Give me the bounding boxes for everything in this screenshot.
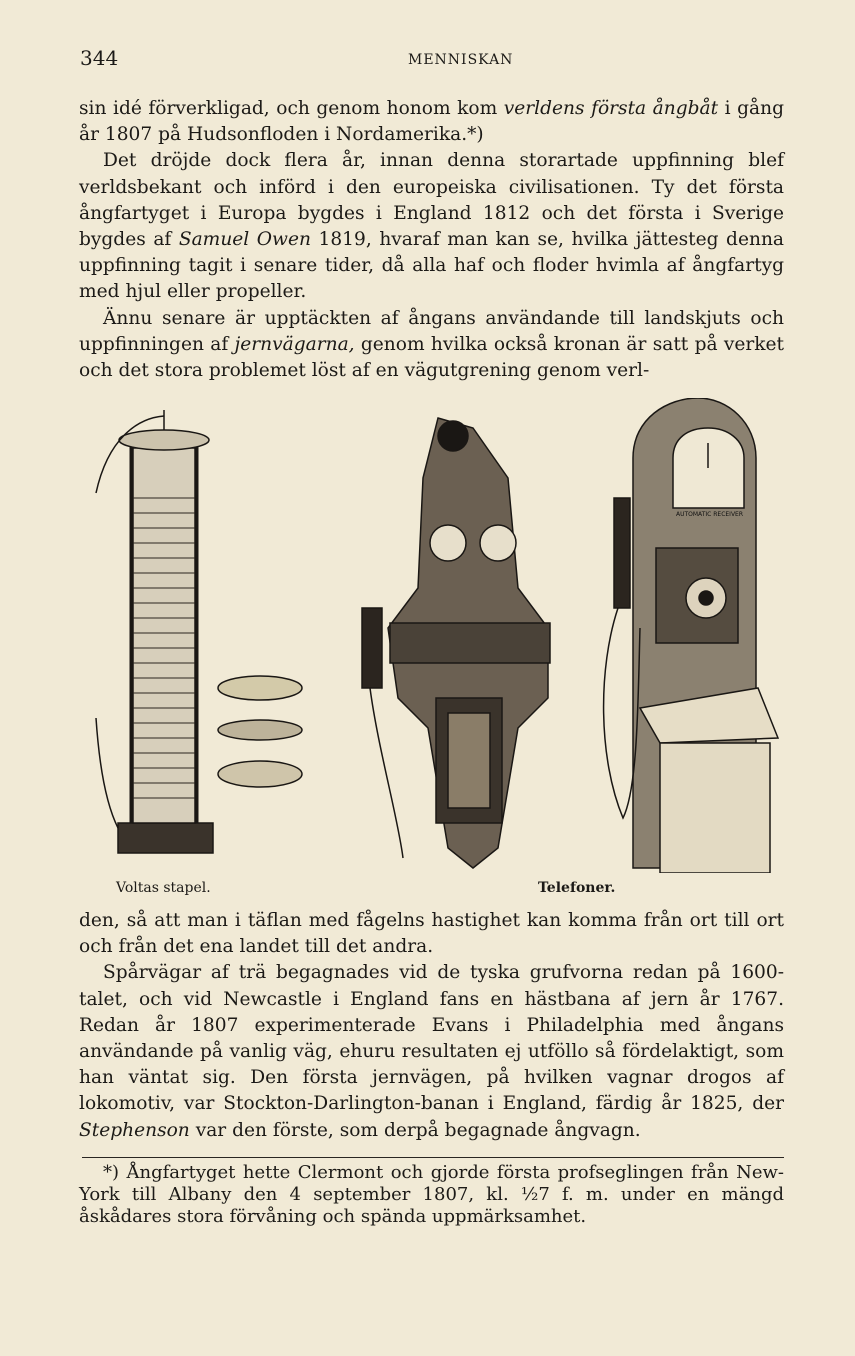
body-text-bottom bbox=[79, 908, 784, 1144]
running-title: MENNISKAN bbox=[408, 52, 514, 68]
svg-text:AUTOMATIC RECEIVER: AUTOMATIC RECEIVER bbox=[676, 511, 744, 518]
caption-telefoner: Telefoner. bbox=[538, 880, 616, 896]
body-text-top bbox=[79, 96, 784, 384]
footnote: *) Ångfartyget hette Clermont och gjorde första profseglingen från New-York till Albany den 4 september 1807, kl. ½7 f. m. under en mängd åskådares stora förvåning och spända uppmärksamhet. bbox=[79, 1162, 784, 1227]
voltaic-pile bbox=[96, 410, 302, 853]
illustration bbox=[78, 398, 783, 873]
page-number: 344 bbox=[80, 46, 119, 70]
paragraph-3: Ännu senare är upptäckten af ångans användande till landskjuts och uppfinningen af jernvägarna, genom hvilka också kronan är satt på verket och det stora problemet löst af en vägutgrening genom verl- bbox=[79, 307, 784, 382]
paragraph-2: Det dröjde dock flera år, innan denna storartade uppfinning blef verldsbekant och införd i den europeiska civilisationen. Ty det första ångfartyget i Europa bygdes i England 1812 och det första i Sverige bygdes af Samuel Owen 1819, hvaraf man kan se, hvilka jättesteg denna uppfinning tagit i senare tider, då alla haf och floder hvimla af ångfartyg med hjul eller propeller. bbox=[79, 150, 784, 303]
wall-telephone bbox=[362, 418, 550, 868]
caption-voltas-stapel: Voltas stapel. bbox=[116, 880, 211, 896]
paragraph-4: den, så att man i täflan med fågelns hastighet kan komma från ort till ort och från det ena landet till det andra. bbox=[79, 910, 784, 958]
automatic-telephone bbox=[604, 398, 778, 873]
paragraph-5: Spårvägar af trä begagnades vid de tyska grufvorna redan på 1600-talet, och vid Newcastle i England fans en hästbana af jern år 1767. Redan år 1807 experimenterade Evans i Philadelphia med ångans användande på vanlig väg, ehuru resultaten ej utföllo så fördelaktigt, som han väntat sig. Den första jernvägen, på hvilken vagnar drogos af lokomotiv, var Stockton-Darlington-banan i England, färdig år 1825, der Stephenson var den förste, som derpå begagnade ångvagn. bbox=[79, 962, 784, 1141]
footnote-divider bbox=[82, 1157, 784, 1158]
engraving-illustration bbox=[78, 398, 783, 873]
paragraph-1: sin idé förverkligad, och genom honom kom verldens första ångbåt i gång år 1807 på Hudsonfloden i Nordamerika.*) bbox=[79, 98, 784, 146]
